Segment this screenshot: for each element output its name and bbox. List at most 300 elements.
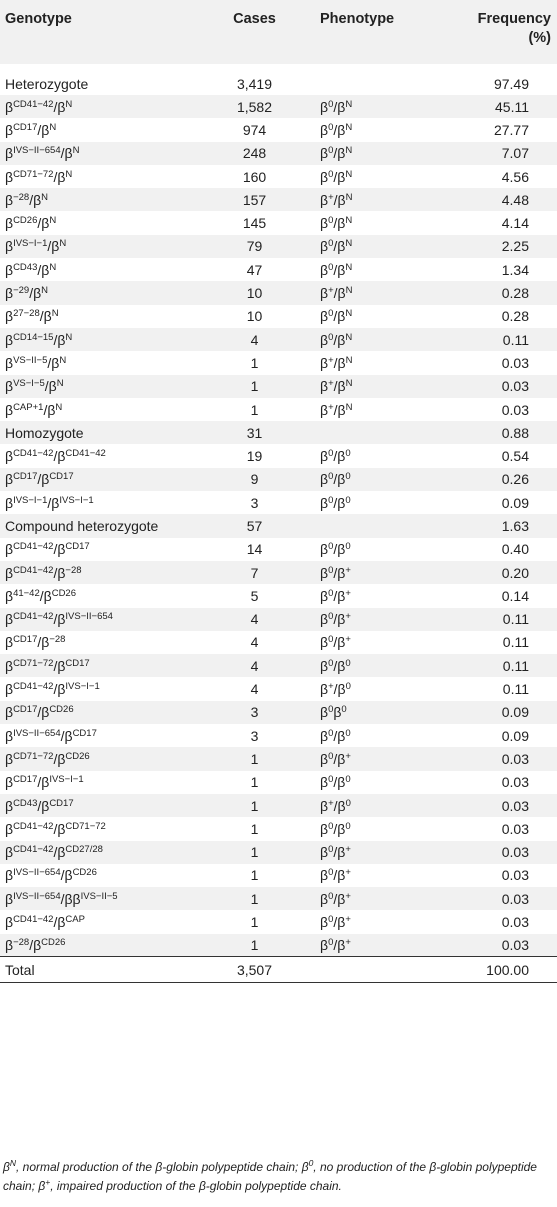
frequency-cell: 0.11: [502, 331, 529, 348]
table-row: [0, 375, 557, 398]
cases-cell: 1: [250, 914, 259, 931]
superscript: CD41−42: [13, 541, 54, 553]
superscript: 0: [328, 471, 334, 483]
superscript: 0: [328, 168, 334, 180]
text-part: , normal production of the β-globin polypeptide chain; β: [16, 1160, 309, 1174]
superscript: +: [345, 914, 351, 926]
text-part: β: [5, 308, 14, 325]
table-row: [0, 538, 557, 561]
group-row: [0, 514, 557, 537]
superscript: N: [51, 308, 59, 320]
phenotype-cell: [317, 654, 437, 677]
superscript: 0: [345, 797, 351, 809]
table-row: [0, 118, 557, 141]
text-part: /β: [333, 448, 346, 465]
text-part: β: [320, 401, 329, 418]
cases-cell: 974: [242, 121, 267, 138]
genotype-cell: [0, 910, 192, 933]
cases-cell: 145: [242, 215, 267, 232]
superscript: CD41−42: [13, 98, 54, 110]
text-part: β: [5, 890, 14, 907]
frequency-cell: 97.49: [493, 75, 529, 92]
table-row: [0, 491, 557, 514]
frequency-cell: 0.26: [501, 471, 529, 488]
genotype-cell: [0, 841, 192, 864]
superscript: 0: [328, 448, 334, 460]
text-part: /β: [53, 750, 66, 767]
cases-cell: 3: [250, 494, 259, 511]
superscript: N: [345, 145, 353, 157]
cases-cell: 19: [246, 448, 263, 465]
text-part: /β: [53, 820, 66, 837]
genotype-cell: [0, 491, 192, 514]
genotype-cell: [0, 118, 192, 141]
phenotype-cell: [317, 864, 437, 887]
superscript: 0: [328, 914, 334, 926]
phenotype-cell: [317, 305, 437, 328]
cases-cell: 1: [250, 820, 259, 837]
superscript: 0: [328, 494, 334, 506]
text-part: β: [320, 774, 329, 791]
superscript: +: [328, 681, 334, 693]
superscript: N: [49, 261, 57, 273]
text-part: /β: [333, 867, 346, 884]
superscript: 0: [308, 1158, 314, 1168]
superscript: CD43: [13, 261, 38, 273]
text-part: β: [5, 401, 14, 418]
frequency-cell: 0.11: [502, 657, 529, 674]
cases-cell: 4: [250, 331, 259, 348]
superscript: CD43: [13, 797, 38, 809]
text-part: β: [5, 471, 14, 488]
superscript: 0: [328, 727, 334, 739]
superscript: 0: [328, 774, 334, 786]
phenotype-cell: [317, 258, 437, 281]
superscript: 0: [345, 494, 351, 506]
phenotype-cell: [317, 64, 437, 95]
text-part: β: [5, 215, 14, 232]
phenotype-cell: [317, 211, 437, 234]
superscript: CD41−42: [13, 914, 54, 926]
superscript: IVS−I−1: [49, 774, 84, 786]
text-part: /β: [37, 704, 50, 721]
genotype-cell: [0, 421, 192, 444]
genotype-cell: [0, 258, 192, 281]
text-part: β: [5, 704, 14, 721]
cases-cell: 4: [250, 611, 259, 628]
text-part: β: [5, 820, 14, 837]
text-part: /β: [39, 308, 52, 325]
text-part: /β: [333, 937, 346, 954]
text-part: /β: [333, 681, 346, 698]
superscript: CD26: [13, 215, 38, 227]
phenotype-cell: [317, 910, 437, 933]
text-part: /β: [333, 331, 346, 348]
superscript: +: [345, 750, 351, 762]
table-row: [0, 142, 557, 165]
cases-cell: 31: [246, 424, 263, 441]
text-part: /β: [333, 168, 346, 185]
superscript: IVS−II−5: [80, 890, 118, 902]
cases-cell: 47: [246, 261, 263, 278]
text-part: β: [320, 564, 329, 581]
phenotype-cell: [317, 398, 437, 421]
cases-cell: 1: [250, 750, 259, 767]
superscript: IVS−II−654: [13, 867, 61, 879]
text-part: β: [320, 867, 329, 884]
frequency-cell: 4.14: [501, 215, 529, 232]
frequency-cell: 0.03: [501, 401, 529, 418]
genotype-cell: [0, 887, 192, 910]
phenotype-cell: [317, 281, 437, 304]
frequency-header-unit: (%): [528, 30, 551, 46]
superscript: 0: [328, 844, 334, 856]
superscript: N: [345, 378, 353, 390]
phenotype-cell: [317, 701, 437, 724]
text-part: /β: [333, 354, 346, 371]
superscript: 0: [328, 308, 334, 320]
genotype-cell: [0, 934, 192, 957]
frequency-cell: 0.03: [501, 354, 529, 371]
superscript: N: [9, 1158, 16, 1168]
table-body: [0, 64, 557, 983]
text-part: /β: [60, 867, 73, 884]
text-part: β: [5, 774, 14, 791]
superscript: N: [49, 215, 57, 227]
phenotype-cell: [317, 188, 437, 211]
superscript: −28: [13, 191, 30, 203]
group-row: [0, 64, 557, 95]
text-part: β: [320, 890, 329, 907]
superscript: CD71−72: [13, 750, 54, 762]
genotype-cell: [0, 165, 192, 188]
text-part: β: [5, 238, 14, 255]
text-part: /β: [53, 168, 66, 185]
text-part: β: [5, 285, 14, 302]
superscript: 0: [328, 937, 334, 949]
superscript: +: [345, 564, 351, 576]
text-part: /β: [37, 774, 50, 791]
text-part: /β: [333, 98, 346, 115]
text-part: /β: [333, 750, 346, 767]
table-row: [0, 817, 557, 840]
superscript: N: [345, 121, 353, 133]
superscript: IVS−I−1: [59, 494, 94, 506]
superscript: +: [328, 401, 334, 413]
phenotype-cell: [317, 817, 437, 840]
superscript: CD41−42: [13, 681, 54, 693]
superscript: N: [55, 401, 63, 413]
total-cases: 3,507: [192, 957, 317, 983]
cases-cell: 1: [250, 890, 259, 907]
cases-cell: 5: [250, 587, 259, 604]
superscript: −28: [65, 564, 82, 576]
phenotype-cell: [317, 351, 437, 374]
header-row: [0, 0, 557, 64]
phenotype-cell: [317, 375, 437, 398]
text-part: β: [320, 261, 329, 278]
text-part: β: [320, 494, 329, 511]
frequency-cell: 0.09: [501, 494, 529, 511]
text-part: β: [5, 98, 14, 115]
superscript: N: [65, 168, 73, 180]
genotype-cell: [0, 794, 192, 817]
superscript: N: [72, 145, 80, 157]
text-part: /β: [47, 354, 60, 371]
superscript: +: [328, 354, 334, 366]
text-part: /β: [37, 634, 50, 651]
group-row: [0, 421, 557, 444]
frequency-cell: 4.56: [501, 168, 529, 185]
superscript: N: [345, 331, 353, 343]
text-part: /β: [53, 564, 66, 581]
frequency-cell: 45.11: [495, 98, 529, 115]
text-part: /β: [333, 401, 346, 418]
text-part: β: [5, 634, 14, 651]
text-part: /β: [333, 564, 346, 581]
text-part: β: [320, 587, 329, 604]
superscript: CD26: [65, 750, 90, 762]
text-part: /β: [333, 914, 346, 931]
frequency-cell: 27.77: [493, 121, 529, 138]
text-part: β: [320, 145, 329, 162]
text-part: β: [320, 331, 329, 348]
table-row: [0, 351, 557, 374]
frequency-cell: 0.09: [501, 727, 529, 744]
genotype-cell: [0, 514, 192, 537]
genotype-cell: [0, 142, 192, 165]
superscript: CD17: [13, 774, 38, 786]
text-part: /β: [53, 914, 66, 931]
genotype-cell: [0, 95, 192, 118]
cases-cell: 14: [246, 541, 263, 558]
table-row: [0, 95, 557, 118]
table-row: [0, 654, 557, 677]
text-part: β: [5, 448, 14, 465]
text-part: /β: [29, 285, 42, 302]
text-part: /ββ: [60, 890, 81, 907]
text-part: /β: [53, 448, 66, 465]
table-row: [0, 305, 557, 328]
text-part: β: [3, 1160, 10, 1174]
table-row: [0, 677, 557, 700]
cases-cell: 9: [250, 471, 259, 488]
cases-cell: 160: [242, 168, 267, 185]
frequency-cell: 0.03: [501, 890, 529, 907]
text-part: β: [5, 145, 14, 162]
superscript: 41−42: [13, 587, 40, 599]
superscript: CD17: [65, 657, 90, 669]
phenotype-cell: [317, 421, 437, 444]
cases-cell: 57: [246, 517, 263, 534]
cases-cell: 4: [250, 657, 259, 674]
text-part: /β: [43, 401, 56, 418]
text-part: /β: [333, 121, 346, 138]
superscript: VS−I−5: [13, 378, 45, 390]
text-part: /β: [53, 844, 66, 861]
superscript: N: [345, 401, 353, 413]
superscript: 27−28: [13, 308, 40, 320]
superscript: 0: [328, 541, 334, 553]
superscript: 0: [345, 727, 351, 739]
table-row: [0, 258, 557, 281]
text-part: β: [5, 331, 14, 348]
superscript: CD17: [13, 121, 38, 133]
superscript: N: [345, 238, 353, 250]
text-part: /β: [47, 494, 60, 511]
superscript: 0: [345, 657, 351, 669]
text-part: /β: [333, 774, 346, 791]
genotype-cell: [0, 864, 192, 887]
superscript: 0: [328, 867, 334, 879]
phenotype-cell: [317, 328, 437, 351]
phenotype-header: Phenotype: [320, 11, 395, 27]
superscript: CD27/28: [65, 844, 103, 856]
text-part: β: [5, 587, 14, 604]
superscript: CD17: [13, 634, 38, 646]
frequency-cell: 0.11: [502, 611, 529, 628]
phenotype-cell: [317, 561, 437, 584]
phenotype-cell: [317, 444, 437, 467]
text-part: β: [320, 378, 329, 395]
superscript: N: [56, 378, 64, 390]
superscript: CD41−42: [13, 820, 54, 832]
superscript: CD17: [13, 704, 38, 716]
phenotype-cell: [317, 608, 437, 631]
cases-cell: 3,419: [236, 75, 273, 92]
text-part: , impaired production of the β-globin polypeptide chain.: [50, 1179, 342, 1193]
text-part: /β: [333, 541, 346, 558]
frequency-cell: 0.03: [501, 937, 529, 954]
table-row: [0, 934, 557, 957]
superscript: CD71−72: [65, 820, 106, 832]
superscript: IVS−II−654: [65, 611, 113, 623]
text-part: /β: [333, 191, 346, 208]
table-row: [0, 235, 557, 258]
frequency-cell: 0.09: [501, 704, 529, 721]
genotype-cell: [0, 747, 192, 770]
genotype-cell: [0, 281, 192, 304]
superscript: 0: [328, 98, 334, 110]
text-part: /β: [53, 331, 66, 348]
text-part: β: [320, 541, 329, 558]
phenotype-cell: [317, 677, 437, 700]
text-part: β: [320, 285, 329, 302]
superscript: N: [345, 191, 353, 203]
genotype-cell: [0, 468, 192, 491]
superscript: −29: [13, 285, 30, 297]
cases-cell: 157: [242, 191, 267, 208]
text-part: β: [320, 844, 329, 861]
cases-cell: 1: [250, 354, 259, 371]
superscript: +: [345, 844, 351, 856]
cases-cell: 1: [250, 401, 259, 418]
superscript: 0: [345, 471, 351, 483]
text-part: β: [5, 121, 14, 138]
table-row: [0, 608, 557, 631]
superscript: N: [59, 238, 67, 250]
table-row: [0, 794, 557, 817]
table-row: [0, 910, 557, 933]
superscript: CD41−42: [13, 564, 54, 576]
text-part: /β: [333, 820, 346, 837]
genotype-cell: [0, 328, 192, 351]
text-part: β: [320, 914, 329, 931]
superscript: CD26: [72, 867, 97, 879]
genotype-cell: [0, 64, 192, 95]
text-part: β: [5, 657, 14, 674]
text-part: /β: [37, 797, 50, 814]
text-part: /β: [53, 541, 66, 558]
phenotype-cell: [317, 118, 437, 141]
superscript: N: [65, 331, 73, 343]
frequency-header-label: Frequency: [477, 11, 551, 27]
superscript: 0: [328, 261, 334, 273]
superscript: IVS−I−1: [65, 681, 100, 693]
table-header: [0, 0, 557, 64]
phenotype-cell: [317, 794, 437, 817]
table-row: [0, 165, 557, 188]
phenotype-cell: [317, 538, 437, 561]
superscript: +: [345, 867, 351, 879]
table-row: [0, 444, 557, 467]
superscript: 0: [328, 121, 334, 133]
genotype-cell: [0, 817, 192, 840]
genotype-cell: [0, 677, 192, 700]
phenotype-cell: [317, 142, 437, 165]
text-part: /β: [333, 285, 346, 302]
cases-cell: 4: [250, 634, 259, 651]
table-row: [0, 864, 557, 887]
table-row: [0, 747, 557, 770]
text-part: /β: [333, 727, 346, 744]
text-part: , no production of the β-globin polypeptide chain; β: [3, 1160, 537, 1193]
superscript: 0: [328, 145, 334, 157]
superscript: CD26: [49, 704, 74, 716]
frequency-cell: 0.03: [501, 750, 529, 767]
text-part: /β: [333, 797, 346, 814]
superscript: CD71−72: [13, 657, 54, 669]
genotype-cell: [0, 444, 192, 467]
table-row: [0, 701, 557, 724]
text-part: /β: [333, 657, 346, 674]
text-part: β: [320, 611, 329, 628]
genotype-cell: [0, 654, 192, 677]
text-part: β: [5, 378, 14, 395]
text-part: β: [5, 168, 14, 185]
superscript: 0: [345, 681, 351, 693]
text-part: /β: [37, 215, 50, 232]
frequency-cell: 0.20: [501, 564, 529, 581]
text-part: β: [320, 308, 329, 325]
text-part: /β: [53, 657, 66, 674]
phenotype-cell: [317, 165, 437, 188]
superscript: CD17: [13, 471, 38, 483]
frequency-cell: 7.07: [501, 145, 529, 162]
text-part: /β: [333, 844, 346, 861]
frequency-cell: 1.63: [501, 517, 529, 534]
text-part: /β: [333, 308, 346, 325]
table-row: [0, 281, 557, 304]
cases-cell: 10: [246, 308, 263, 325]
table-row: [0, 724, 557, 747]
text-part: β: [5, 750, 14, 767]
cases-cell: 1: [250, 378, 259, 395]
text-part: β: [320, 681, 329, 698]
text-part: β: [5, 564, 14, 581]
text-part: /β: [53, 98, 66, 115]
text-part: β: [320, 704, 329, 721]
